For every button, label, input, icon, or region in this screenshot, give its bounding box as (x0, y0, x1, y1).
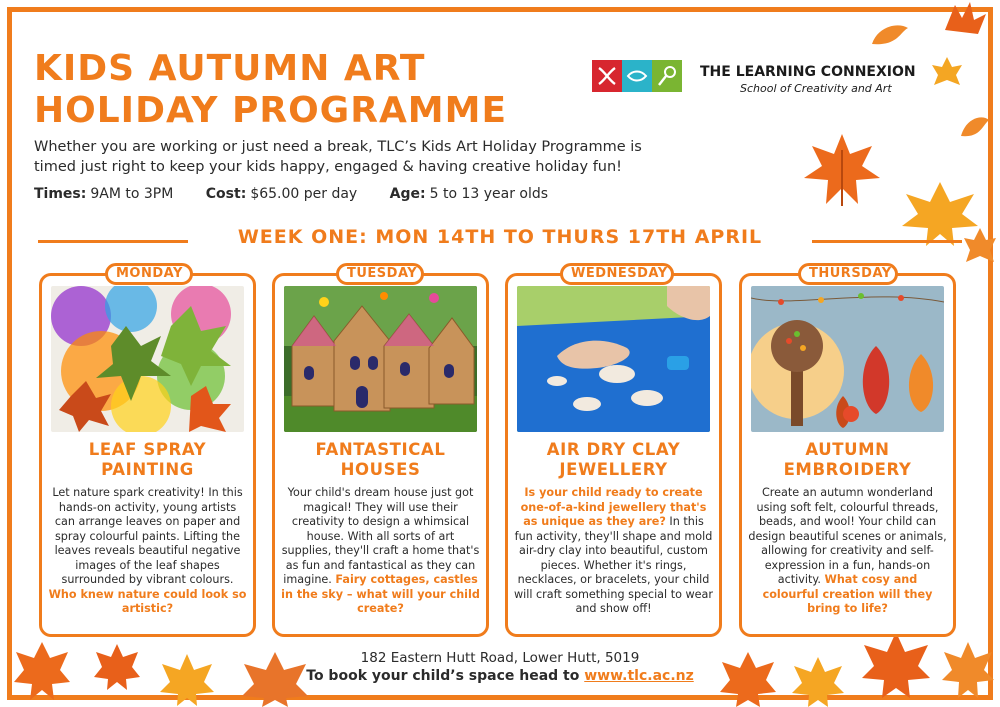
wednesday-lead-text: Is your child ready to create one-of-a-kind jewellery that's as unique as they are? (520, 486, 707, 528)
clay-hands-photo (517, 286, 710, 432)
tuesday-title (279, 440, 482, 480)
wednesday-description (514, 486, 713, 617)
intro-text: Whether you are working or just need a break, TLC’s Kids Art Holiday Programme is timed just right to keep your kids happy, engaged & having creative holiday fun! (34, 139, 642, 175)
monday-card (39, 273, 256, 637)
monday-body-text: Let nature spark creativity! In this hands-on activity, young artists can arrange leaves on paper and spray colourful paints. Lifting the leaves reveals beautiful negative images of the leaf shapes surrounded by vibrant colours. (52, 486, 243, 586)
booking-text: To book your child’s space head to (306, 668, 580, 684)
thursday-card (739, 273, 956, 637)
logo-tagline: School of Creativity and Art (740, 82, 892, 95)
wednesday-card (505, 273, 722, 637)
page-title (34, 48, 507, 132)
monday-title-line-2: PAINTING (101, 460, 194, 479)
autumn-leaf-icon (958, 112, 992, 142)
cost-label: Cost: (205, 186, 247, 202)
logo-tiles (592, 60, 682, 92)
leaf-painting-photo (51, 286, 244, 432)
wednesday-title-line-2: JEWELLERY (559, 460, 668, 479)
monday-highlight-text: Who knew nature could look so artistic? (48, 587, 247, 615)
cardboard-houses-photo (284, 286, 477, 432)
address: 182 Eastern Hutt Road, Lower Hutt, 5019 (360, 650, 640, 666)
tuesday-tag: TUESDAY (336, 263, 424, 285)
wednesday-body-text: In this fun activity, they'll shape and mold air-dry clay into beautiful, custom pieces. Whether it's rings, necklaces, or bracelets, your child will craft something special to wear and show off! (514, 515, 713, 615)
tuesday-highlight-text: Fairy cottages, castles in the sky – what will your child create? (281, 573, 480, 615)
autumn-leaf-icon (802, 130, 882, 208)
logo-name: THE LEARNING CONNEXION (700, 64, 916, 80)
age-value: 5 to 13 year olds (429, 186, 549, 202)
tuesday-description (281, 486, 480, 617)
wednesday-title (512, 440, 715, 480)
thursday-title (746, 440, 949, 480)
monday-tag: MONDAY (105, 263, 193, 285)
logo-tile-green-icon (652, 60, 682, 92)
week-heading: WEEK ONE: MON 14TH TO THURS 17TH APRIL (237, 226, 763, 248)
title-line-1: KIDS AUTUMN ART (34, 48, 426, 89)
thursday-description (748, 486, 947, 617)
tuesday-body-text: Your child's dream house just got magical! They will use their creativity to design a whimsical house. With all sorts of art supplies, they'll craft a home that's as fun and fantastical as they can imagine. (281, 486, 480, 586)
wednesday-title-line-1: AIR DRY CLAY (546, 440, 681, 459)
thursday-title-line-1: AUTUMN (805, 440, 890, 459)
logo-tile-red-icon (592, 60, 622, 92)
monday-description (48, 486, 247, 617)
autumn-leaf-icon (940, 0, 990, 40)
title-line-2: HOLIDAY PROGRAMME (34, 90, 508, 131)
monday-title (46, 440, 249, 480)
autumn-leaf-icon (868, 22, 912, 52)
felt-embroidery-photo (751, 286, 944, 432)
thursday-title-line-2: EMBROIDERY (783, 460, 912, 479)
logo-tile-blue-icon (622, 60, 652, 92)
tlc-logo (592, 60, 922, 100)
cost-value: $65.00 per day (250, 186, 358, 202)
wednesday-tag: WEDNESDAY (560, 263, 674, 285)
times-value: 9AM to 3PM (90, 186, 174, 202)
autumn-leaf-icon (930, 55, 964, 89)
booking-line (0, 668, 1000, 684)
tuesday-card (272, 273, 489, 637)
thursday-tag: THURSDAY (798, 263, 898, 285)
website-link[interactable]: www.tlc.ac.nz (584, 668, 694, 684)
monday-title-line-1: LEAF SPRAY (88, 440, 207, 459)
age-label: Age: (389, 186, 426, 202)
programme-details (34, 186, 576, 202)
times-label: Times: (34, 186, 87, 202)
tuesday-title-line-2: HOUSES (340, 460, 421, 479)
thursday-highlight-text: What cosy and colourful creation will they bring to life? (762, 573, 933, 615)
thursday-body-text: Create an autumn wonderland using soft felt, colourful threads, beads, and wool! Your child can design beautiful scenes or animals, allowing for creativity and self-expression in a fun, hands-on activity. (748, 486, 947, 586)
tuesday-title-line-1: FANTASTICAL (315, 440, 446, 459)
